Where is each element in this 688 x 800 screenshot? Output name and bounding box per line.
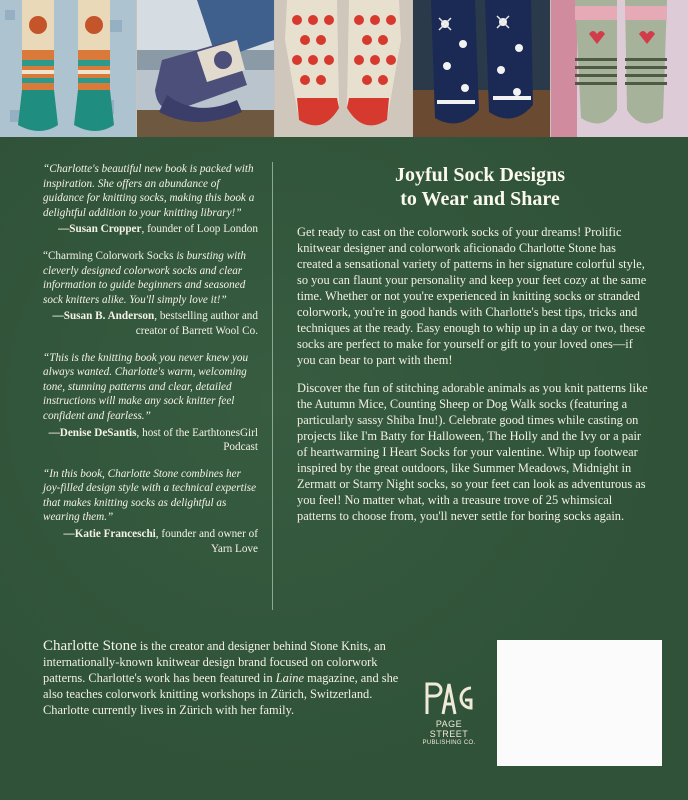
publisher-name: PAGE STREET: [429, 719, 469, 739]
author-bio-text-2: magazine, and she also teaches colorwork knitting workshops in Zürich, Switzerland. Charlotte currently lives in Zürich with her family.: [43, 671, 399, 717]
quote-author: —Denise DeSantis: [48, 426, 137, 439]
quote-text: “Charlotte's beautiful new book is packed with inspiration. She offers an abundance of guidance for knitting socks, making this book a delightful addition to your knitting library!”: [43, 163, 255, 219]
quote-author-role: , founder of Loop London: [141, 223, 258, 236]
quote-attribution: [43, 222, 258, 237]
quote-attribution: [43, 426, 258, 455]
description: [297, 224, 652, 536]
author-bio-text-1: is the creator and designer behind Stone Knits, an internationally-known knitwear design brand focused on colorwork patterns. Charlotte's work has been featured in: [43, 639, 386, 685]
quote-desantis: [43, 351, 258, 455]
photo-sock-apple-red: [275, 0, 412, 137]
barcode-area: [497, 640, 662, 766]
quote-anderson: [43, 249, 258, 339]
quote-author: —Katie Franceschi: [63, 528, 156, 541]
quote-author-role: , founder and owner of Yarn Love: [155, 528, 258, 555]
magazine-title: Laine: [275, 671, 304, 685]
description-paragraph-1: Get ready to cast on the colorwork socks of your dreams! Prolific knitwear designer and colorwork aficionado Charlotte Stone has created a sensational variety of patterns in her signature colorful style, so you can flaunt your personality and keep your feet cozy at the same time. Whether or not you're experienced in knitting socks or stranded colorwork, you're in good hands with Charlotte's best tips, tricks and techniques at the ready. Easy enough to whip up in a day or two, these socks are perfect to make for yourself or gift to your loved ones—if you can bear to part with them!: [297, 225, 647, 367]
author-name: Charlotte Stone: [43, 638, 137, 654]
photo-sock-flower-teal: [0, 0, 136, 137]
quote-author: —Susan Cropper: [58, 223, 142, 236]
description-paragraph-2: Discover the fun of stitching adorable animals as you knit patterns like the Autumn Mice, Counting Sheep or Dog Walk socks (featuring a particularly sassy Shiba Inu!). Celebrate good times while casting on projects like I'm Batty for Halloween, The Holly and the Ivy or a pair of heartwarming I Heart Socks for your valentine. Whip up footwear inspired by the great outdoors, like Summer Meadows, Midnight in Zermatt or Starry Night socks, so your feet can look as adventurous as you feel! No matter what, with a treasure trove of 25 whimsical patterns to choose from, you'll never settle for boring socks again.: [297, 381, 648, 523]
publisher-subname: PUBLISHING CO.: [422, 740, 476, 746]
quote-author-role: , host of the EarthtonesGirl Podcast: [136, 426, 258, 454]
quote-text: [43, 249, 258, 307]
quote-author: —Susan B. Anderson: [52, 310, 155, 323]
quote-attribution: [43, 309, 258, 338]
headline-line2: to Wear and Share: [400, 188, 560, 210]
photo-strip: [0, 0, 688, 137]
quote-author-role: , bestselling author and creator of Barrett Wool Co.: [135, 310, 258, 337]
photo-sock-snowflake-navy: [413, 0, 550, 137]
quote-book-title: “Charming Colorwork Socks: [43, 249, 174, 262]
headline: [330, 163, 630, 211]
quote-text-rest: is bursting with cleverly designed colorwork socks and clear information to guide beginners and seasoned sock knitters alike. You'll simply love it!”: [43, 249, 246, 306]
photo-sock-squirrel-blue: [137, 0, 274, 137]
headline-line1: Joyful Sock Designs: [394, 164, 566, 186]
publisher-logo-mark-icon: [423, 680, 475, 718]
endorsement-quotes: [43, 162, 258, 562]
quote-franceschi: [43, 467, 258, 557]
quote-attribution: [43, 527, 258, 556]
author-bio: [43, 638, 403, 718]
photo-sock-heart-pink: [551, 0, 688, 137]
column-divider: [272, 162, 273, 610]
quote-cropper: [43, 162, 258, 237]
publisher-logo: [420, 680, 478, 747]
quote-text: “This is the knitting book you never knew you always wanted. Charlotte's warm, welcoming tone, stunning patterns and clear, detailed instructions will make any sock knitter feel confident and fearless.”: [43, 351, 249, 422]
quote-text: “In this book, Charlotte Stone combines her joy-filled design style with a technical expertise that makes knitting socks as delightful as wearing them.”: [43, 467, 257, 524]
